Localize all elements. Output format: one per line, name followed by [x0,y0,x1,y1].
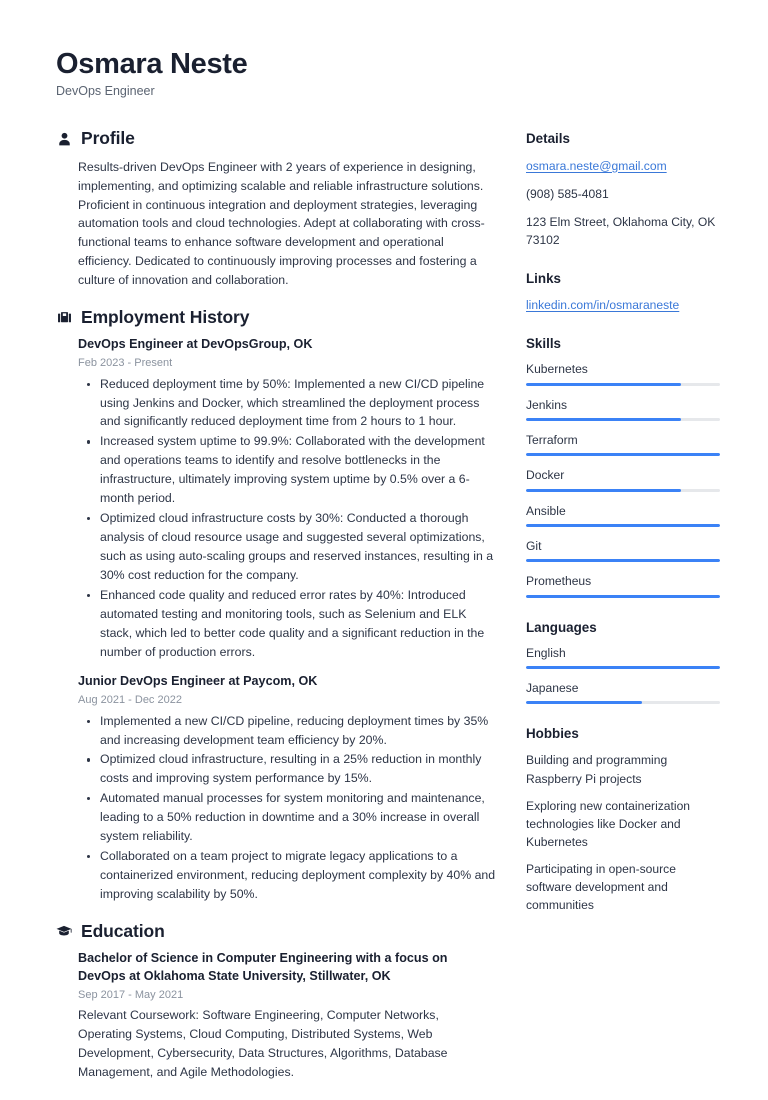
section-profile-body [56,158,496,290]
skill-label: Terraform [526,433,578,448]
hobby-item: Participating in open-source software development and communities [526,862,676,913]
hobby-item: Exploring new containerization technologies like Docker and Kubernetes [526,798,691,849]
skill-bar-fill [526,383,681,386]
linkedin-link[interactable]: linkedin.com/in/osmaraneste [526,298,680,313]
skill-bar-fill [526,524,720,527]
sidebar-column [526,129,720,936]
employment-entry-title: DevOps Engineer at DevOpsGroup, OK [78,337,313,352]
education-entry-description: Relevant Coursework: Software Engineering, Computer Networks, Operating Systems, Cloud Computing, Distributed Systems, Web Development, Cybersecurity, Data Structures, Algorithms, Database Management, and Agile Methodologies. [78,1008,448,1079]
skill-bar-track [526,453,720,456]
sidebar-details [526,131,720,249]
section-profile-header [56,129,496,148]
skill-bar-track [526,559,720,562]
section-employment-body [56,336,496,903]
education-entry [78,950,496,1082]
email-link[interactable]: osmara.neste@gmail.com [526,158,667,173]
bullet-item: Reduced deployment time by 50%: Implemented a new CI/CD pipeline using Jenkins and Docker, which streamlined the deployment process and significantly reduced deployment time from 2 hours to 1 hour. [78,375,496,432]
language-label: English [526,645,566,660]
candidate-job-title: DevOps Engineer [56,84,155,99]
skill-bar-track [526,418,720,421]
bullet-item: Optimized cloud infrastructure costs by 30%: Conducted a thorough analysis of cloud resource usage and suggested several optimizations, such as using auto-scaling groups and reserved instances, resulting in a 30% cost reduction for the company. [78,509,496,585]
skill-item [526,432,720,456]
section-education [56,922,496,1082]
skill-bar-fill [526,595,720,598]
section-employment [56,308,496,904]
skill-label: Jenkins [526,397,568,412]
phone-number: (908) 585-4081 [526,186,609,201]
sidebar-skills [526,336,720,597]
skill-label: Docker [526,468,565,483]
skill-bar-track [526,595,720,598]
language-bar-track [526,701,720,704]
skill-bar-track [526,524,720,527]
skill-label: Ansible [526,503,566,518]
skill-item [526,503,720,527]
section-employment-header [56,308,496,327]
skill-label: Prometheus [526,574,592,589]
sidebar-hobbies [526,726,720,914]
language-bar-fill [526,701,642,704]
education-entry-title: Bachelor of Science in Computer Engineering with a focus on DevOps at Oklahoma State University, Stillwater, OK [78,951,448,983]
sidebar-hobbies-title: Hobbies [526,726,579,742]
sidebar-languages [526,620,720,705]
sidebar-languages-title: Languages [526,619,597,635]
language-bar-track [526,666,720,669]
sidebar-links-title: Links [526,271,561,287]
employment-entry [78,673,496,903]
sidebar-details-title: Details [526,131,570,147]
skill-bar-fill [526,559,720,562]
employment-entry-bullets [78,375,496,662]
skill-bar-track [526,383,720,386]
hobby-item: Building and programming Raspberry Pi projects [526,753,668,786]
employment-entry-date: Feb 2023 - Present [78,357,173,370]
graduation-cap-icon [56,923,72,940]
bullet-item: Implemented a new CI/CD pipeline, reducing deployment times by 35% and increasing development team efficiency by 20%. [78,712,496,750]
skill-item [526,397,720,421]
main-column [56,129,496,1099]
address: 123 Elm Street, Oklahoma City, OK 73102 [526,214,716,247]
person-icon [56,131,72,148]
bullet-item: Increased system uptime to 99.9%: Collaborated with the development and operations teams to identify and resolve bottlenecks in the infrastructure, ultimately improving system uptime by 0.5% over a 6-month period. [78,432,496,508]
resume-columns [56,129,720,1099]
language-item [526,645,720,669]
skill-item [526,573,720,597]
education-entry-date: Sep 2017 - May 2021 [78,988,184,1001]
language-bar-fill [526,666,720,669]
bullet-item: Enhanced code quality and reduced error rates by 40%: Introduced automated testing and monitoring tools, such as Selenium and ELK stack, which led to better code quality and a significant reduction in the number of production errors. [78,586,496,662]
section-education-header [56,922,496,941]
bullet-item: Collaborated on a team project to migrate legacy applications to a containerized environment, reducing deployment complexity by 40% and improving scalability by 50%. [78,847,496,904]
bullet-item: Optimized cloud infrastructure, resulting in a 25% reduction in monthly costs and improving system performance by 15%. [78,750,496,788]
briefcase-icon [56,309,72,326]
skill-item [526,361,720,385]
section-profile [56,129,496,290]
section-education-body [56,950,496,1082]
profile-text: Results-driven DevOps Engineer with 2 years of experience in designing, implementing, and optimizing scalable and reliable infrastructure solutions. Proficient in continuous integration and deployment strategies, leveraging automation tools and cloud technologies. Adept at collaborating with cross-functional teams to enhance software development and operational efficiency. Dedicated to continuously improving processes and fostering a culture of innovation and collaboration. [78,159,485,288]
section-education-title: Education [81,920,165,941]
sidebar-links [526,271,720,314]
section-employment-title: Employment History [81,307,250,328]
skill-label: Kubernetes [526,362,588,377]
language-label: Japanese [526,680,579,695]
skill-bar-fill [526,453,720,456]
skill-label: Git [526,538,542,553]
language-item [526,680,720,704]
candidate-name: Osmara Neste [56,48,248,80]
skill-bar-track [526,489,720,492]
skill-bar-fill [526,418,681,421]
sidebar-skills-title: Skills [526,336,561,352]
bullet-item: Automated manual processes for system monitoring and maintenance, leading to a 50% reduction in downtime and a 30% increase in overall system reliability. [78,789,496,846]
section-profile-title: Profile [81,128,135,149]
employment-entry-date: Aug 2021 - Dec 2022 [78,694,182,707]
employment-entry-bullets [78,712,496,904]
skill-item [526,467,720,491]
resume-header [56,48,720,99]
skill-bar-fill [526,489,681,492]
employment-entry [78,336,496,661]
skill-item [526,538,720,562]
employment-entry-title: Junior DevOps Engineer at Paycom, OK [78,674,318,689]
